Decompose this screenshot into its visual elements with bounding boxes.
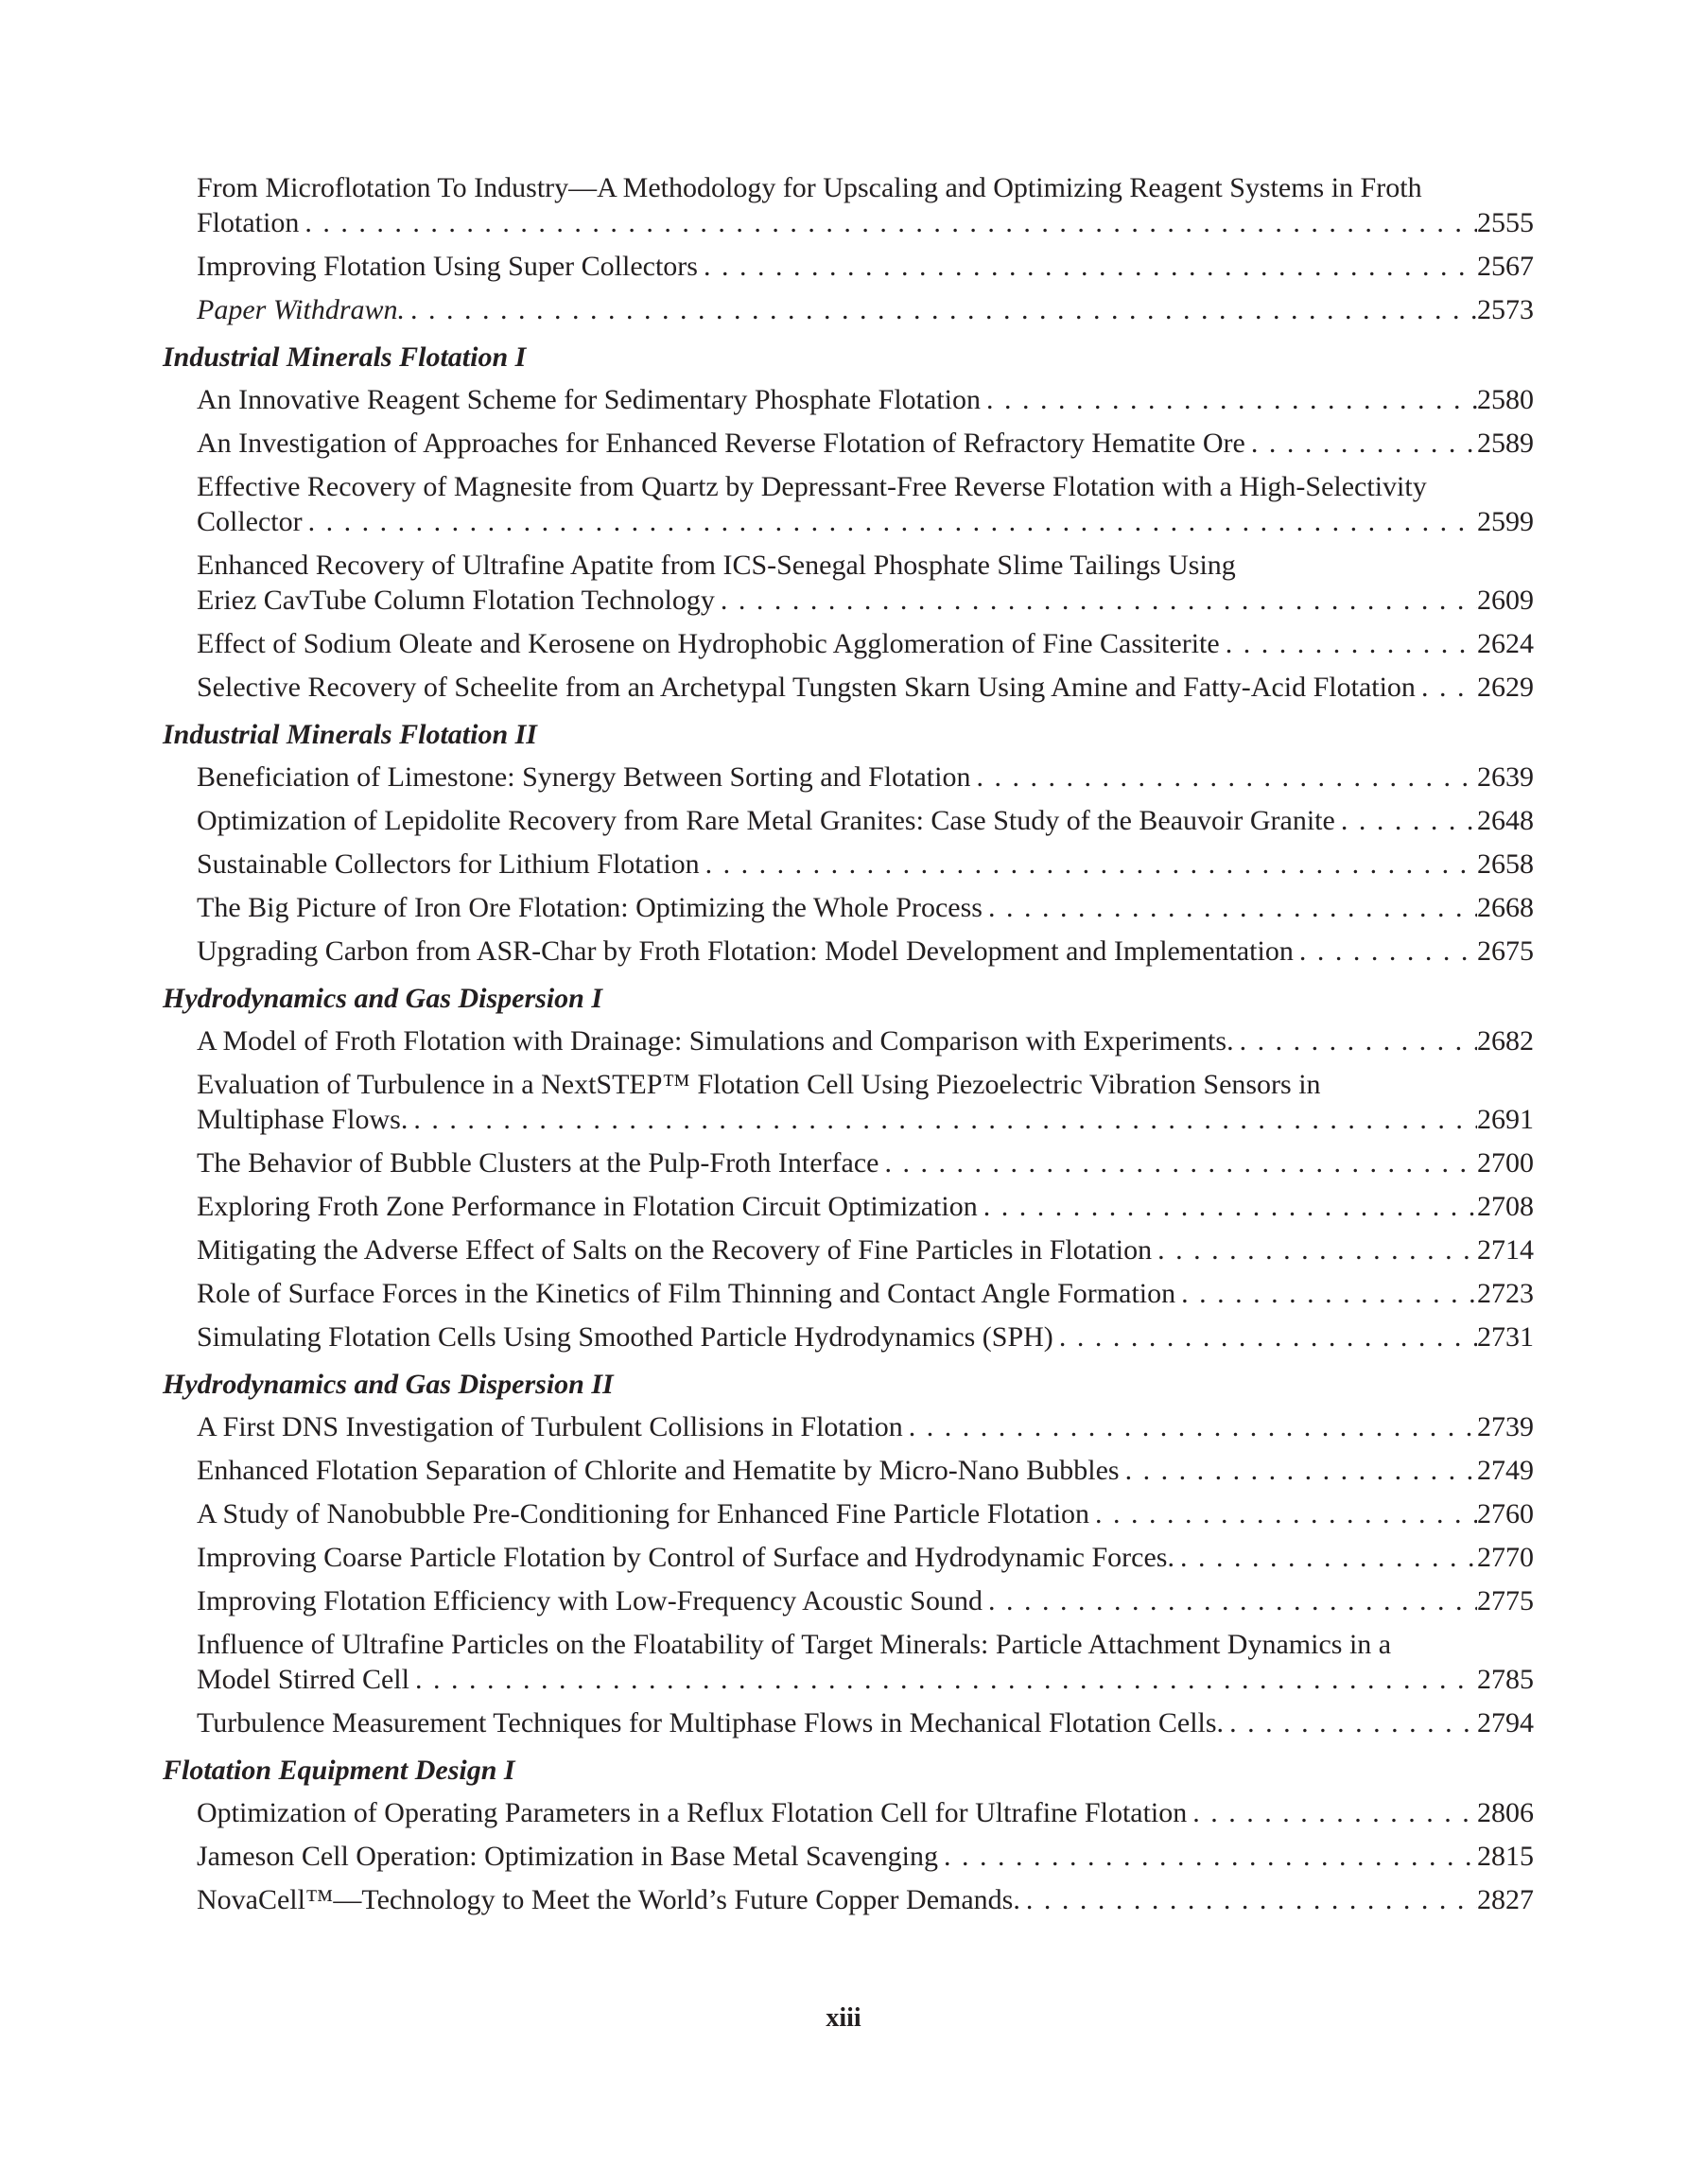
entry-page-number: 2739 (1477, 1411, 1534, 1442)
entry-title: Beneficiation of Limestone: Synergy Between Sorting and Flotation (197, 761, 971, 793)
entry-title: An Innovative Reagent Scheme for Sedimentary Phosphate Flotation (197, 384, 981, 415)
entry-title: Multiphase Flows. (197, 1104, 409, 1135)
toc-entry[interactable] (163, 1189, 1534, 1224)
entry-page-number: 2629 (1477, 672, 1534, 703)
entry-title: Improving Coarse Particle Flotation by Control of Surface and Hydrodynamic Forces. (197, 1542, 1174, 1573)
entry-page-number: 2691 (1477, 1104, 1534, 1135)
entry-last-line (197, 382, 1534, 417)
dot-leader (983, 890, 1477, 925)
entry-last-line (197, 1453, 1534, 1488)
entry-page-number: 2682 (1477, 1025, 1534, 1057)
toc-section (163, 170, 1534, 327)
section-heading: Hydrodynamics and Gas Dispersion II (163, 1369, 614, 1400)
dot-leader (1335, 803, 1477, 838)
entry-title: Effect of Sodium Oleate and Kerosene on Hydrophobic Agglomeration of Fine Cassiterite (197, 628, 1220, 659)
entry-title: Role of Surface Forces in the Kinetics of Film Thinning and Contact Angle Formation (197, 1278, 1176, 1309)
entry-last-line (197, 670, 1534, 705)
dot-leader (405, 292, 1477, 327)
entry-page-number: 2573 (1477, 294, 1534, 325)
toc-entry[interactable] (163, 1839, 1534, 1874)
entry-title: Mitigating the Adverse Effect of Salts on the Recovery of Fine Particles in Flotation (197, 1234, 1153, 1266)
toc-section (163, 716, 1534, 969)
entry-last-line (197, 760, 1534, 795)
dot-leader (1416, 670, 1477, 705)
toc-entry[interactable] (163, 1409, 1534, 1444)
entry-last-line (197, 504, 1534, 539)
toc-entry[interactable] (163, 382, 1534, 417)
toc-entry[interactable] (163, 847, 1534, 882)
entry-page-number: 2775 (1477, 1585, 1534, 1616)
entry-page-number: 2731 (1477, 1321, 1534, 1353)
entry-page-number: 2714 (1477, 1234, 1534, 1266)
entry-title: NovaCell™—Technology to Meet the World’s Future Copper Demands. (197, 1884, 1020, 1915)
dot-leader (878, 1145, 1477, 1180)
toc-entry[interactable] (163, 1232, 1534, 1267)
entry-last-line (197, 1795, 1534, 1830)
toc-entry[interactable] (163, 548, 1534, 618)
toc-entry[interactable] (163, 890, 1534, 925)
dot-leader (700, 847, 1477, 882)
entry-last-line (197, 1232, 1534, 1267)
entry-page-number: 2658 (1477, 848, 1534, 880)
entry-page-number: 2624 (1477, 628, 1534, 659)
dot-leader (903, 1409, 1477, 1444)
entry-page-number: 2599 (1477, 506, 1534, 537)
entry-last-line (197, 1540, 1534, 1575)
entry-page-number: 2648 (1477, 805, 1534, 836)
toc-entry[interactable] (163, 1540, 1534, 1575)
entry-last-line (197, 1189, 1534, 1224)
entry-title: Enhanced Flotation Separation of Chlorite and Hematite by Micro-Nano Bubbles (197, 1455, 1120, 1486)
dot-leader (983, 1583, 1477, 1618)
entry-page-number: 2815 (1477, 1841, 1534, 1872)
entry-page-number: 2785 (1477, 1664, 1534, 1695)
entry-title: Simulating Flotation Cells Using Smoothed Particle Hydrodynamics (SPH) (197, 1321, 1053, 1353)
dot-leader (299, 205, 1477, 240)
entry-last-line (197, 583, 1534, 618)
entry-title: Turbulence Measurement Techniques for Multiphase Flows in Mechanical Flotation Cells. (197, 1707, 1225, 1738)
toc-entry[interactable] (163, 670, 1534, 705)
toc-entry[interactable] (163, 1023, 1534, 1058)
entry-last-line (197, 803, 1534, 838)
toc-entry[interactable] (163, 249, 1534, 284)
dot-leader (1187, 1795, 1477, 1830)
entry-last-line (197, 1409, 1534, 1444)
toc-entry[interactable] (163, 1627, 1534, 1697)
toc-section (163, 339, 1534, 705)
dot-leader (1174, 1540, 1477, 1575)
section-heading: Hydrodynamics and Gas Dispersion I (163, 983, 603, 1014)
entry-title: Paper Withdrawn. (197, 294, 406, 325)
toc-entry[interactable] (163, 1145, 1534, 1180)
toc-entry[interactable] (163, 426, 1534, 461)
dot-leader (1224, 1705, 1477, 1740)
dot-leader (978, 1189, 1477, 1224)
dot-leader (1053, 1319, 1477, 1354)
entry-last-line (197, 1319, 1534, 1354)
dot-leader (1220, 626, 1477, 661)
toc-entry[interactable] (163, 1453, 1534, 1488)
entry-page-number: 2770 (1477, 1542, 1534, 1573)
section-heading: Industrial Minerals Flotation I (163, 341, 527, 373)
entry-title: The Behavior of Bubble Clusters at the Pulp-Froth Interface (197, 1147, 879, 1179)
entry-title: A First DNS Investigation of Turbulent Collisions in Flotation (197, 1411, 903, 1442)
entry-last-line (197, 1276, 1534, 1311)
toc-entry[interactable] (163, 1276, 1534, 1311)
entry-last-line (197, 1583, 1534, 1618)
toc-entry[interactable] (163, 760, 1534, 795)
entry-title: Improving Flotation Using Super Collectors (197, 251, 698, 282)
entry-last-line (197, 890, 1534, 925)
table-of-contents (163, 170, 1534, 1926)
entry-title: Optimization of Operating Parameters in a Reflux Flotation Cell for Ultrafine Flotation (197, 1797, 1188, 1828)
entry-last-line (197, 1023, 1534, 1058)
toc-entry[interactable] (163, 1705, 1534, 1740)
entry-page-number: 2580 (1477, 384, 1534, 415)
toc-entry[interactable] (163, 1067, 1534, 1137)
entry-last-line (197, 626, 1534, 661)
dot-leader (1175, 1276, 1477, 1311)
entry-title: Improving Flotation Efficiency with Low-Frequency Acoustic Sound (197, 1585, 983, 1616)
dot-leader (1245, 426, 1477, 461)
section-heading: Industrial Minerals Flotation II (163, 719, 537, 750)
entry-last-line (197, 847, 1534, 882)
entry-page-number: 2639 (1477, 761, 1534, 793)
entry-title: Model Stirred Cell (197, 1664, 409, 1695)
entry-title: Upgrading Carbon from ASR-Char by Froth Flotation: Model Development and Implementation (197, 935, 1294, 967)
entry-last-line (197, 426, 1534, 461)
entry-title: Collector (197, 506, 303, 537)
dot-leader (970, 760, 1477, 795)
dot-leader (1020, 1882, 1477, 1917)
entry-page-number: 2749 (1477, 1455, 1534, 1486)
dot-leader (303, 504, 1477, 539)
dot-leader (1234, 1023, 1477, 1058)
entry-page-number: 2794 (1477, 1707, 1534, 1738)
entry-title: An Investigation of Approaches for Enhanced Reverse Flotation of Refractory Hematite Ore (197, 428, 1245, 459)
toc-entry[interactable] (163, 1795, 1534, 1830)
dot-leader (408, 1102, 1477, 1137)
toc-entry[interactable] (163, 1583, 1534, 1618)
toc-entry[interactable] (163, 1496, 1534, 1531)
entry-page-number: 2675 (1477, 935, 1534, 967)
dot-leader (1089, 1496, 1477, 1531)
entry-title: A Study of Nanobubble Pre-Conditioning for Enhanced Fine Particle Flotation (197, 1498, 1090, 1529)
entry-page-number: 2723 (1477, 1278, 1534, 1309)
entry-last-line (197, 205, 1534, 240)
entry-title: The Big Picture of Iron Ore Flotation: Optimizing the Whole Process (197, 892, 983, 923)
entry-page-number: 2567 (1477, 251, 1534, 282)
entry-last-line (197, 1145, 1534, 1180)
entry-title-line: Evaluation of Turbulence in a NextSTEP™ Flotation Cell Using Piezoelectric Vibration Sensors in (197, 1069, 1321, 1100)
entry-title: Selective Recovery of Scheelite from an Archetypal Tungsten Skarn Using Amine and Fatty-Acid Flotation (197, 672, 1416, 703)
entry-page-number: 2806 (1477, 1797, 1534, 1828)
entry-title: Eriez CavTube Column Flotation Technology (197, 585, 715, 616)
toc-section (163, 1366, 1534, 1740)
dot-leader (1120, 1453, 1477, 1488)
toc-entry[interactable] (163, 803, 1534, 838)
entry-page-number: 2700 (1477, 1147, 1534, 1179)
entry-title: Sustainable Collectors for Lithium Flotation (197, 848, 700, 880)
toc-section (163, 1752, 1534, 1917)
entry-last-line (197, 1662, 1534, 1697)
toc-entry[interactable] (163, 292, 1534, 327)
toc-entry[interactable] (163, 1319, 1534, 1354)
toc-section (163, 980, 1534, 1354)
entry-title: Flotation (197, 207, 300, 238)
entry-page-number: 2668 (1477, 892, 1534, 923)
dot-leader (409, 1662, 1477, 1697)
entry-page-number: 2760 (1477, 1498, 1534, 1529)
dot-leader (938, 1839, 1477, 1874)
entry-last-line (197, 1705, 1534, 1740)
dot-leader (1294, 934, 1477, 969)
toc-entry[interactable] (163, 469, 1534, 539)
entry-page-number: 2708 (1477, 1191, 1534, 1222)
entry-last-line (197, 934, 1534, 969)
entry-title: Exploring Froth Zone Performance in Flotation Circuit Optimization (197, 1191, 978, 1222)
section-heading: Flotation Equipment Design I (163, 1755, 515, 1786)
entry-last-line (197, 1882, 1534, 1917)
dot-leader (1152, 1232, 1477, 1267)
entry-page-number: 2827 (1477, 1884, 1534, 1915)
entry-title: Optimization of Lepidolite Recovery from Rare Metal Granites: Case Study of the Beauvoir Granite (197, 805, 1335, 836)
dot-leader (698, 249, 1477, 284)
dot-leader (981, 382, 1477, 417)
entry-title-line: Effective Recovery of Magnesite from Quartz by Depressant-Free Reverse Flotation with a High-Selectivity (197, 471, 1427, 502)
dot-leader (715, 583, 1477, 618)
entry-last-line (197, 1839, 1534, 1874)
entry-last-line (197, 1102, 1534, 1137)
entry-title: A Model of Froth Flotation with Drainage: Simulations and Comparison with Experiments. (197, 1025, 1234, 1057)
toc-entry[interactable] (163, 626, 1534, 661)
entry-title-line: From Microflotation To Industry—A Methodology for Upscaling and Optimizing Reagent Systems in Froth (197, 172, 1422, 203)
entry-title-line: Influence of Ultrafine Particles on the Floatability of Target Minerals: Particle Attachment Dynamics in a (197, 1629, 1392, 1660)
entry-title: Jameson Cell Operation: Optimization in Base Metal Scavenging (197, 1841, 938, 1872)
entry-page-number: 2589 (1477, 428, 1534, 459)
entry-last-line (197, 292, 1534, 327)
page-number-folio: xiii (826, 2003, 861, 2033)
entry-page-number: 2609 (1477, 585, 1534, 616)
entry-last-line (197, 1496, 1534, 1531)
entry-last-line (197, 249, 1534, 284)
entry-title-line: Enhanced Recovery of Ultrafine Apatite from ICS-Senegal Phosphate Slime Tailings Using (197, 550, 1236, 581)
entry-page-number: 2555 (1477, 207, 1534, 238)
toc-entry[interactable] (163, 1882, 1534, 1917)
toc-entry[interactable] (163, 934, 1534, 969)
toc-entry[interactable] (163, 170, 1534, 240)
